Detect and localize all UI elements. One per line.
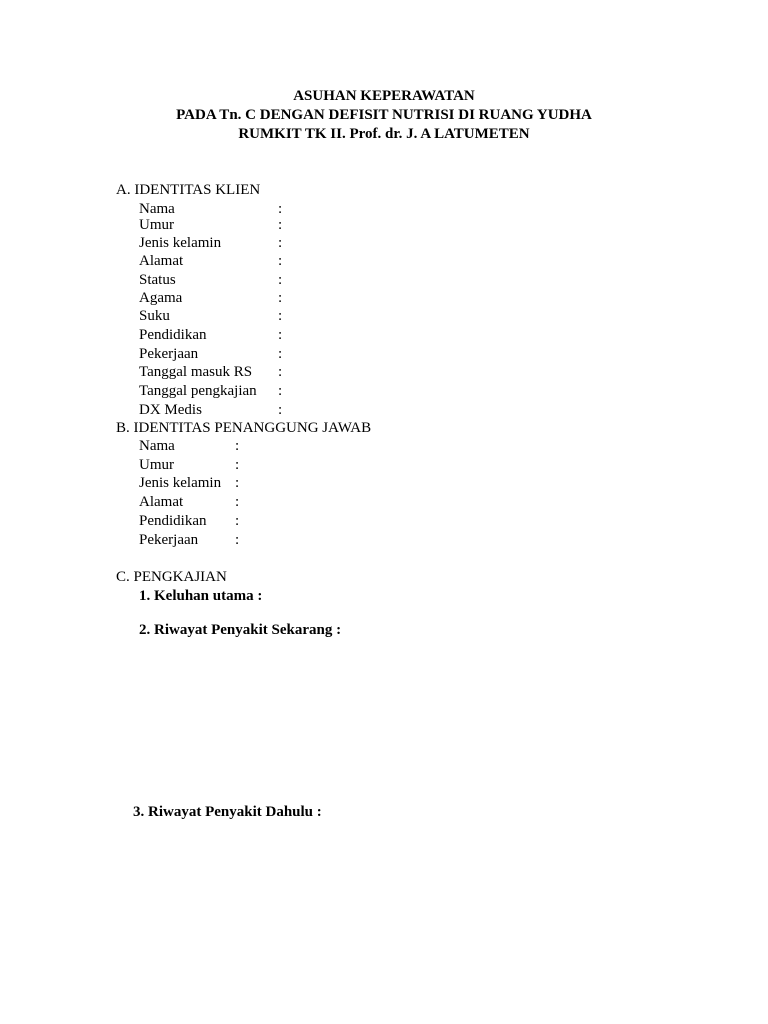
field-label: Alamat	[139, 494, 184, 510]
field-label: Nama	[139, 438, 175, 454]
field-colon: :	[278, 383, 283, 399]
field-colon: :	[278, 235, 283, 251]
field-label: Nama	[139, 201, 175, 217]
field-colon: :	[278, 290, 283, 306]
field-label: Pendidikan	[139, 513, 207, 529]
section-c-heading: C. PENGKAJIAN	[116, 569, 227, 585]
field-colon: :	[278, 346, 283, 362]
field-label: Pekerjaan	[139, 346, 199, 362]
field-colon: :	[235, 532, 240, 548]
field-colon: :	[278, 308, 283, 324]
field-colon: :	[278, 217, 283, 233]
field-colon: :	[235, 513, 240, 529]
document-subtitle: PADA Tn. C DENGAN DEFISIT NUTRISI DI RUANG YUDHA	[176, 107, 592, 123]
field-colon: :	[278, 201, 283, 217]
field-colon: :	[278, 402, 283, 418]
field-label: Status	[139, 272, 176, 288]
item-riwayat-penyakit-sekarang: 2. Riwayat Penyakit Sekarang :	[139, 622, 342, 638]
field-colon: :	[235, 457, 240, 473]
field-colon: :	[278, 253, 283, 269]
field-colon: :	[278, 272, 283, 288]
section-b-heading: B. IDENTITAS PENANGGUNG JAWAB	[116, 420, 372, 436]
field-label: Jenis kelamin	[139, 235, 222, 251]
document-institution: RUMKIT TK II. Prof. dr. J. A LATUMETEN	[238, 126, 530, 142]
field-label: Umur	[139, 457, 174, 473]
field-label: Pendidikan	[139, 327, 207, 343]
item-keluhan-utama: 1. Keluhan utama :	[139, 588, 263, 604]
field-label: Alamat	[139, 253, 184, 269]
section-a-heading: A. IDENTITAS KLIEN	[116, 182, 261, 198]
field-colon: :	[235, 438, 240, 454]
field-label: Suku	[139, 308, 170, 324]
field-colon: :	[278, 364, 283, 380]
field-colon: :	[278, 327, 283, 343]
field-colon: :	[235, 475, 240, 491]
field-label: Umur	[139, 217, 174, 233]
field-label: Agama	[139, 290, 183, 306]
document-title: ASUHAN KEPERAWATAN	[293, 88, 475, 104]
field-label: Jenis kelamin	[139, 475, 222, 491]
field-label: Tanggal masuk RS	[139, 364, 253, 380]
item-riwayat-penyakit-dahulu: 3. Riwayat Penyakit Dahulu :	[133, 804, 322, 820]
field-label: Pekerjaan	[139, 532, 199, 548]
field-colon: :	[235, 494, 240, 510]
field-label: Tanggal pengkajian	[139, 383, 257, 399]
field-label: DX Medis	[139, 402, 202, 418]
